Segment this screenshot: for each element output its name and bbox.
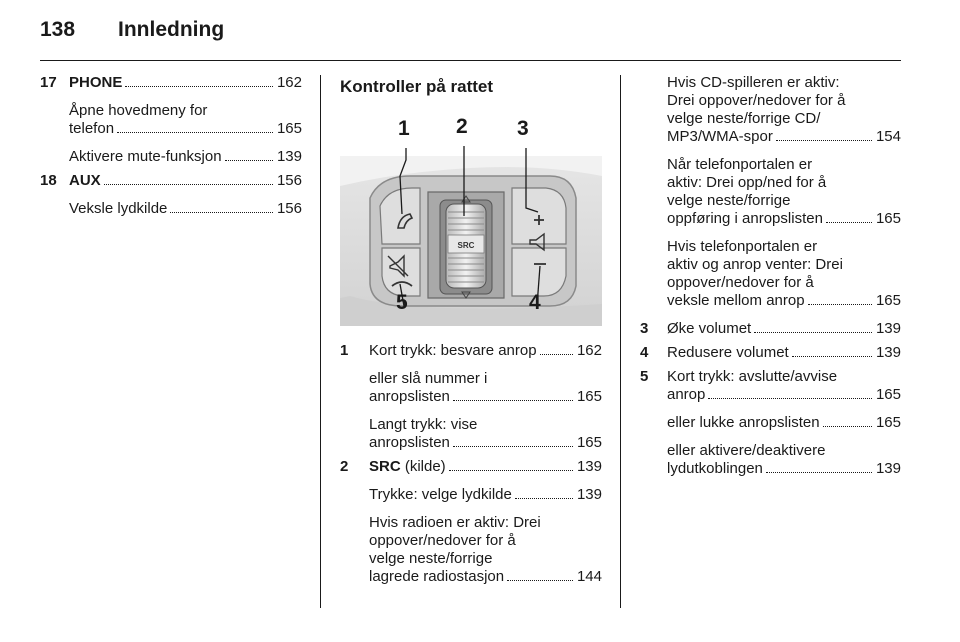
page-ref: 139 (276, 148, 302, 165)
page-ref: 156 (276, 172, 302, 189)
item-number: 2 (340, 458, 349, 475)
sub-entry-text: telefon (69, 120, 115, 137)
list-item (640, 320, 901, 338)
list-item (340, 458, 602, 586)
item-label: PHONE (69, 74, 123, 91)
sub-entry-text: velge neste/forrige CD/ (667, 110, 821, 127)
sub-entry-text: eller slå nummer i (369, 370, 488, 387)
item-label: Kort trykk: avslutte/avvise (667, 368, 838, 385)
page-ref: 165 (875, 414, 901, 431)
item-label: Kort trykk: besvare anrop (369, 342, 537, 359)
list-item (340, 342, 602, 452)
list-item (40, 172, 302, 218)
steering-wheel-illustration (340, 116, 602, 326)
item-label: anrop (667, 386, 706, 403)
item-number: 3 (640, 320, 649, 337)
callout-1: 1 (398, 117, 410, 140)
item-number: 5 (640, 368, 649, 385)
sub-entry-text: lagrede radiostasjon (369, 568, 505, 585)
sub-entry-text: Langt trykk: vise (369, 416, 478, 433)
page-ref: 156 (276, 200, 302, 217)
sub-entry (340, 486, 602, 504)
page-ref: 139 (875, 460, 901, 477)
sub-entry (340, 370, 602, 406)
page-ref: 162 (276, 74, 302, 91)
page-ref: 165 (875, 210, 901, 227)
sub-entry-text: anropslisten (369, 388, 450, 405)
sub-entry-text: oppover/nedover for å (667, 274, 814, 291)
sub-entry-text: Hvis CD-spilleren er aktiv: (667, 74, 840, 91)
page-ref: 154 (875, 128, 901, 145)
sub-entry-text: aktiv og anrop venter: Drei (667, 256, 843, 273)
page-ref: 139 (875, 344, 901, 361)
sub-entry-text: Hvis radioen er aktiv: Drei (369, 514, 541, 531)
sub-entry (640, 74, 901, 146)
sub-entry (340, 514, 602, 586)
sub-entry-text: Åpne hovedmeny for (69, 102, 208, 119)
page-ref: 162 (576, 342, 602, 359)
sub-entry-text: MP3/WMA-spor (667, 128, 773, 145)
callout-5: 5 (396, 291, 408, 314)
page-ref: 144 (576, 568, 602, 585)
page-title: Innledning (118, 18, 225, 41)
item-number: 4 (640, 344, 649, 361)
section-heading: Kontroller på rattet (340, 77, 494, 96)
sub-entry (640, 442, 901, 478)
item-label: Redusere volumet (667, 344, 789, 361)
sub-entry-text: velge neste/forrige (667, 192, 791, 209)
list-item (640, 368, 901, 478)
page-ref: 165 (576, 388, 602, 405)
page-ref: 139 (576, 486, 602, 503)
right-column (640, 74, 901, 478)
item-label: Øke volumet (667, 320, 752, 337)
sub-entry (340, 416, 602, 452)
sub-entry-text: Trykke: velge lydkilde (369, 486, 512, 503)
page-ref: 139 (576, 458, 602, 475)
item-label: AUX (69, 172, 101, 189)
column-divider (320, 75, 321, 608)
page-number: 138 (40, 18, 76, 41)
sub-entry-text: Når telefonportalen er (667, 156, 813, 173)
list-item (640, 344, 901, 362)
middle-column (340, 74, 602, 586)
item-number: 17 (40, 74, 57, 91)
list-item (40, 74, 302, 166)
page-ref: 165 (576, 434, 602, 451)
item-label-bold: SRC (369, 458, 401, 475)
steering-wheel-controls-image (340, 116, 602, 326)
sub-entry-text: eller aktivere/deaktivere (667, 442, 826, 459)
sub-entry-text: oppover/nedover for å (369, 532, 516, 549)
sub-entry-text: oppføring i anropslisten (667, 210, 823, 227)
sub-entry-text: velge neste/forrige (369, 550, 493, 567)
sub-entry (640, 238, 901, 310)
src-label: SRC (457, 241, 475, 250)
sub-entry-text: Aktivere mute-funksjon (69, 148, 222, 165)
item-number: 18 (40, 172, 57, 189)
page-ref: 165 (276, 120, 302, 137)
sub-entry-text: aktiv: Drei opp/ned for å (667, 174, 827, 191)
sub-entry-text: veksle mellom anrop (667, 292, 805, 309)
sub-entry (640, 414, 901, 432)
callout-2: 2 (456, 115, 468, 138)
sub-entry-text: eller lukke anropslisten (667, 414, 820, 431)
header-rule (40, 60, 901, 61)
callout-3: 3 (517, 117, 529, 140)
item-number: 1 (340, 342, 349, 359)
sub-entry-text: anropslisten (369, 434, 450, 451)
page-ref: 165 (875, 386, 901, 403)
sub-entry (40, 200, 302, 218)
sub-entry-text: Drei oppover/nedover for å (667, 92, 846, 109)
sub-entry-text: lydutkoblingen (667, 460, 763, 477)
left-column (40, 74, 302, 218)
sub-entry-text: Hvis telefonportalen er (667, 238, 818, 255)
sub-entry (40, 148, 302, 166)
item-label: (kilde) (400, 458, 446, 475)
sub-entry (640, 156, 901, 228)
callout-4: 4 (529, 291, 541, 314)
page-ref: 165 (875, 292, 901, 309)
page-ref: 139 (875, 320, 901, 337)
column-divider (620, 75, 621, 608)
sub-entry-text: Veksle lydkilde (69, 200, 168, 217)
sub-entry (40, 102, 302, 138)
page-header (40, 18, 900, 60)
